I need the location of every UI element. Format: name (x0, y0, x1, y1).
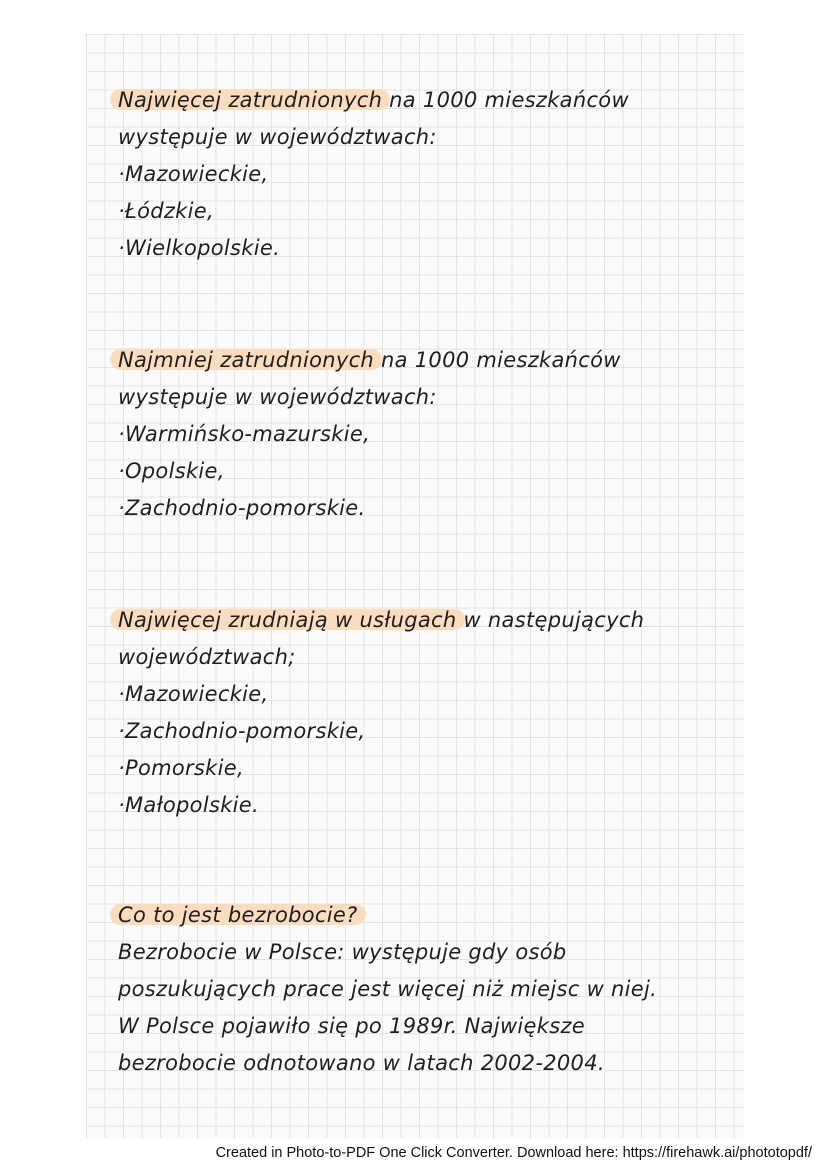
highlighted-phrase: Najwięcej zrudniają w usługach (118, 608, 457, 632)
paragraph-line: W Polsce pojawiło się po 1989r. Największe (118, 1014, 586, 1038)
heading-rest: w następujących (456, 608, 645, 632)
highlighted-phrase: Najwięcej zatrudnionych (118, 88, 383, 112)
paragraph-line: Bezrobocie w Polsce: występuje gdy osób (118, 940, 567, 964)
list-item: ·Opolskie, (118, 459, 225, 483)
list-item: ·Warmińsko-mazurskie, (118, 422, 371, 446)
section-intro: występuje w województwach: (118, 385, 437, 409)
list-item: ·Mazowieckie, (118, 682, 269, 706)
highlighted-phrase: Co to jest bezrobocie? (118, 903, 358, 927)
section-unemployment (118, 897, 657, 1082)
paragraph-line: bezrobocie odnotowano w latach 2002-2004. (118, 1051, 605, 1075)
list-item: ·Łódzkie, (118, 199, 214, 223)
section-services (118, 602, 644, 824)
heading-rest: na 1000 mieszkańców (382, 88, 629, 112)
converter-footer: Created in Photo-to-PDF One Click Converter. Download here: https://firehawk.ai/phototopdf/ (215, 1145, 812, 1161)
section-heading (118, 82, 629, 119)
section-most-employed (118, 82, 629, 267)
paragraph-line: poszukujących prace jest więcej niż miejsc w niej. (118, 977, 658, 1001)
section-heading (118, 602, 644, 639)
section-least-employed (118, 342, 621, 527)
list-item: ·Zachodnio-pomorskie, (118, 719, 366, 743)
section-intro: występuje w województwach: (118, 125, 437, 149)
list-item: ·Pomorskie, (118, 756, 244, 780)
highlighted-phrase: Najmniej zatrudnionych (118, 348, 375, 372)
section-intro: województwach; (118, 645, 296, 669)
list-item: ·Zachodnio-pomorskie. (118, 496, 366, 520)
heading-rest: na 1000 mieszkańców (374, 348, 621, 372)
list-item: ·Mazowieckie, (118, 162, 269, 186)
list-item: ·Małopolskie. (118, 793, 259, 817)
list-item: ·Wielkopolskie. (118, 236, 281, 260)
section-heading (118, 342, 621, 379)
section-heading (118, 897, 657, 934)
